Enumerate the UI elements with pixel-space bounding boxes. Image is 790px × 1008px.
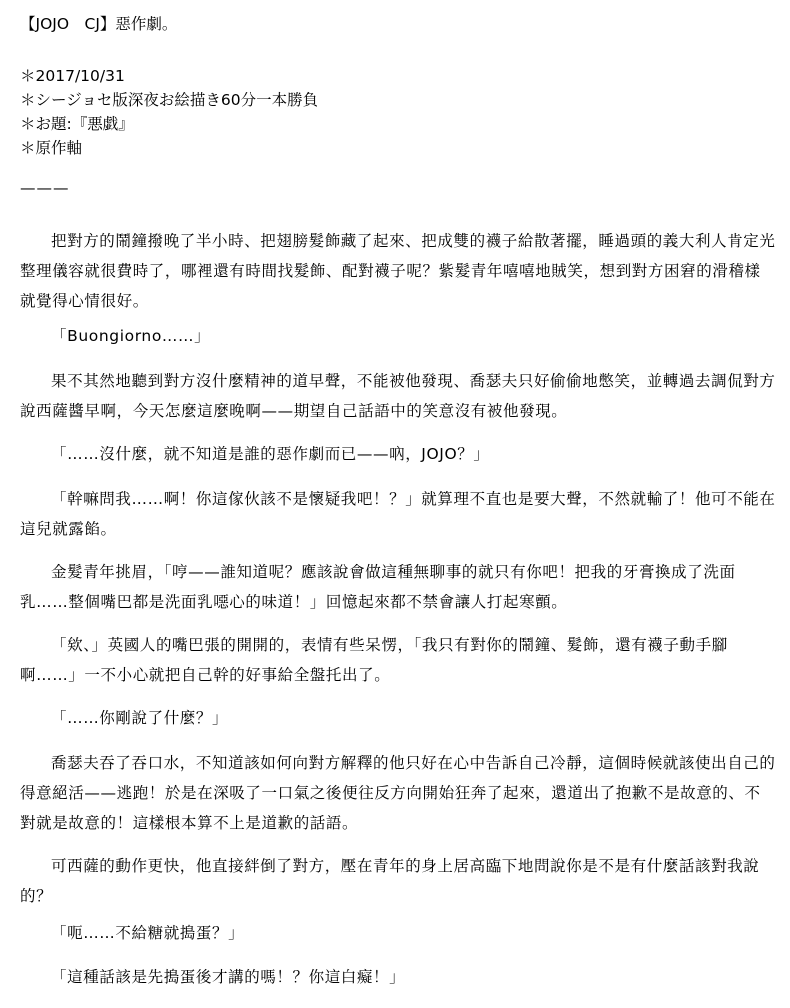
paragraph: 「欸、」英國人的嘴巴張的開開的，表情有些呆愣，「我只有對你的鬧鐘、髮飾，還有襪子動手腳啊……」一不小心就把自己幹的好事給全盤托出了。 — [20, 636, 728, 684]
paragraph: 「……你剛說了什麼？」 — [51, 709, 229, 727]
paragraph: 「這種話該是先搗蛋後才講的嗎！？你這白癡！」 — [51, 968, 406, 986]
paragraph: 喬瑟夫吞了吞口水，不知道該如何向對方解釋的他只好在心中告訴自己冷靜，這個時候就該使出自己的得意絕活——逃跑！於是在深吸了一口氣之後便往反方向開始狂奔了起來，還道出了抱歉不是故意的、不對就是故意的！這樣根本算不上是道歉的話語。 — [20, 754, 776, 832]
section-divider: ——— — [20, 179, 70, 197]
metadata-theme: ＊お題:『悪戯』 — [20, 115, 134, 133]
paragraph: 把對方的鬧鐘撥晚了半小時、把翅膀髮飾藏了起來、把成雙的襪子給散著擺，睡過頭的義大利人肯定光整理儀容就很費時了，哪裡還有時間找髮飾、配對襪子呢？紫髮青年嘻嘻地賊笑，想到對方困窘的滑稽樣就覺得心情很好。 — [20, 232, 776, 310]
paragraph: 金髮青年挑眉，「哼——誰知道呢？應該說會做這種無聊事的就只有你吧！把我的牙膏換成了洗面乳……整個嘴巴都是洗面乳噁心的味道！」回憶起來都不禁會讓人打起寒顫。 — [20, 563, 736, 611]
paragraph: 「Buongiorno……」 — [51, 327, 211, 345]
paragraph: 可西薩的動作更快，他直接絆倒了對方，壓在青年的身上居高臨下地問說你是不是有什麼話該對我說的？ — [20, 857, 760, 905]
metadata-event: ＊シージョセ版深夜お絵描き60分一本勝負 — [20, 91, 319, 109]
metadata-setting: ＊原作軸 — [20, 139, 83, 157]
metadata-list — [20, 64, 318, 160]
paragraph: 果不其然地聽到對方沒什麼精神的道早聲，不能被他發現、喬瑟夫只好偷偷地憋笑，並轉過去調侃對方說西薩醬早啊，今天怎麼這麼晚啊——期望自己話語中的笑意沒有被他發現。 — [20, 372, 776, 420]
paragraph: 「呃……不給糖就搗蛋？」 — [51, 924, 245, 942]
document-title: 【JOJO CJ】惡作劇。 — [20, 15, 178, 33]
paragraph: 「幹嘛問我……啊！你這傢伙該不是懷疑我吧！？」就算理不直也是要大聲，不然就輸了！他可不能在這兒就露餡。 — [20, 490, 776, 538]
metadata-date: ＊2017/10/31 — [20, 67, 125, 85]
paragraph: 「……沒什麼，就不知道是誰的惡作劇而已——吶，JOJO？」 — [51, 445, 490, 463]
